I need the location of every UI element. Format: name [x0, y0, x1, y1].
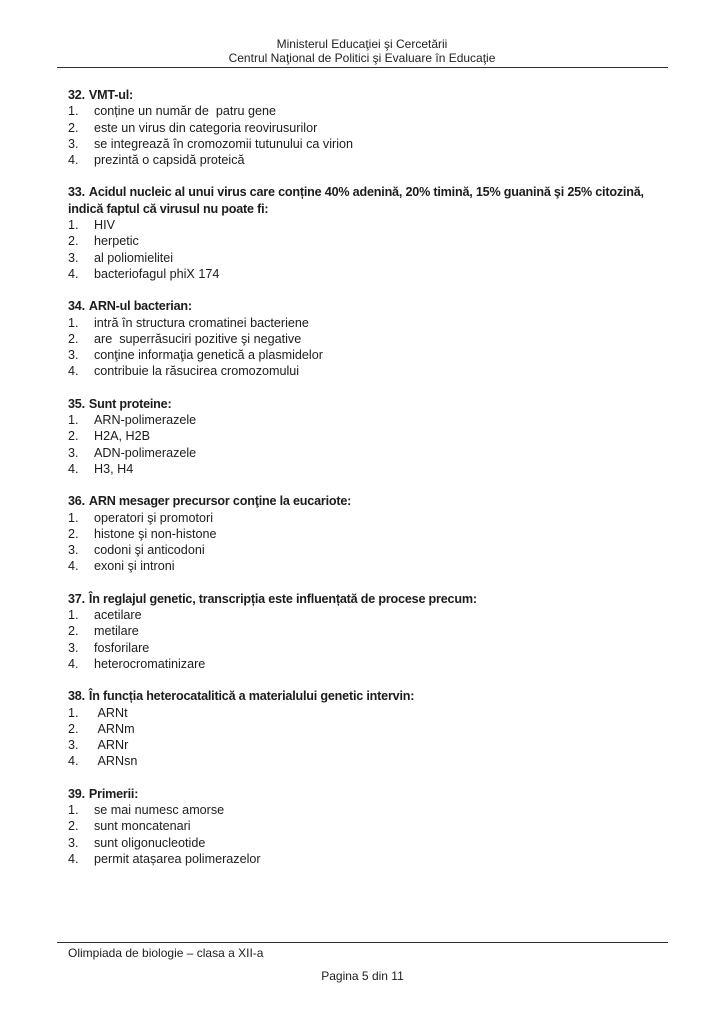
- option-number: 2.: [68, 819, 79, 834]
- question-number: 38.: [68, 689, 85, 704]
- option-number: 1.: [68, 218, 79, 233]
- answer-option: [68, 753, 668, 769]
- option-number: 1.: [68, 608, 79, 623]
- answer-option: [68, 217, 668, 233]
- answer-option: [68, 120, 668, 136]
- answer-option: [68, 266, 668, 282]
- option-text: al poliomielitei: [94, 250, 174, 265]
- question-number: 36.: [68, 494, 85, 509]
- question-title: [68, 298, 668, 314]
- answer-option: [68, 428, 668, 444]
- option-number: 3.: [68, 136, 79, 151]
- question-block: [68, 591, 668, 672]
- option-number: 4.: [68, 851, 79, 866]
- option-text: H2A, H2B: [94, 429, 150, 444]
- option-text: operatori şi promotori: [94, 510, 213, 525]
- option-number: 2.: [68, 120, 79, 135]
- option-text: se mai numesc amorse: [94, 802, 225, 817]
- question-block: [68, 87, 668, 168]
- option-text: heterocromatinizare: [94, 656, 206, 671]
- answer-option: [68, 623, 668, 639]
- option-text: permit atașarea polimerazelor: [94, 851, 261, 866]
- question-number: 33.: [68, 185, 85, 200]
- option-number: 3.: [68, 738, 79, 753]
- question-text: În funcția heterocatalitică a materialului genetic intervin:: [88, 689, 415, 704]
- answer-option: [68, 705, 668, 721]
- option-text: exoni şi introni: [94, 559, 175, 574]
- option-text: ARNr: [94, 738, 129, 753]
- option-text: intră în structura cromatinei bacteriene: [94, 315, 309, 330]
- question-options: [68, 217, 668, 282]
- option-text: ARNsn: [94, 754, 138, 769]
- option-text: bacteriofagul phiX 174: [94, 266, 220, 281]
- answer-option: [68, 347, 668, 363]
- option-number: 4.: [68, 656, 79, 671]
- option-text: are superrăsuciri pozitive şi negative: [94, 331, 302, 346]
- option-number: 1.: [68, 705, 79, 720]
- option-text: HIV: [94, 218, 115, 233]
- answer-option: [68, 558, 668, 574]
- option-text: metilare: [94, 624, 139, 639]
- option-number: 1.: [68, 413, 79, 428]
- question-text: ARN mesager precursor conţine la eucariote:: [88, 494, 352, 509]
- question-text: ARN-ul bacterian:: [88, 299, 192, 314]
- question-number: 34.: [68, 299, 85, 314]
- question-title: [68, 591, 668, 607]
- header-line-ministry: Ministerul Educaţiei şi Cercetării: [276, 37, 448, 51]
- answer-option: [68, 233, 668, 249]
- question-block: [68, 493, 668, 574]
- option-text: sunt oligonucleotide: [94, 835, 206, 850]
- option-text: este un virus din categoria reovirusurilor: [94, 120, 318, 135]
- question-text: VMT-ul:: [88, 88, 133, 102]
- option-number: 2.: [68, 331, 79, 346]
- option-number: 1.: [68, 510, 79, 525]
- option-number: 2.: [68, 624, 79, 639]
- option-number: 4.: [68, 153, 79, 168]
- option-text: se integrează în cromozomii tutunului ca virion: [94, 136, 353, 151]
- option-text: acetilare: [94, 608, 142, 623]
- answer-option: [68, 412, 668, 428]
- question-options: [68, 315, 668, 380]
- answer-option: [68, 640, 668, 656]
- question-text: Sunt proteine:: [88, 396, 172, 411]
- question-block: [68, 184, 668, 282]
- questions-container: [68, 87, 668, 867]
- answer-option: [68, 315, 668, 331]
- header-divider: [57, 67, 668, 68]
- option-text: H3, H4: [94, 461, 134, 476]
- answer-option: [68, 721, 668, 737]
- option-number: 2.: [68, 429, 79, 444]
- question-block: [68, 688, 668, 769]
- question-title: [68, 688, 668, 704]
- option-number: 2.: [68, 721, 79, 736]
- document-footer: [57, 942, 668, 983]
- answer-option: [68, 802, 668, 818]
- question-number: 35.: [68, 396, 85, 411]
- question-number: 37.: [68, 591, 85, 606]
- answer-option: [68, 103, 668, 119]
- footer-title: Olimpiada de biologie – clasa a XII-a: [68, 946, 264, 960]
- question-title: [68, 87, 668, 103]
- answer-option: [68, 526, 668, 542]
- option-number: 4.: [68, 461, 79, 476]
- answer-option: [68, 737, 668, 753]
- answer-option: [68, 152, 668, 168]
- answer-option: [68, 510, 668, 526]
- question-options: [68, 607, 668, 672]
- option-number: 1.: [68, 315, 79, 330]
- option-number: 4.: [68, 266, 79, 281]
- option-text: contribuie la răsucirea cromozomului: [94, 364, 300, 379]
- option-text: sunt moncatenari: [94, 819, 191, 834]
- option-text: ARNt: [94, 705, 128, 720]
- question-block: [68, 396, 668, 477]
- option-text: ADN-polimerazele: [94, 445, 197, 460]
- question-title: [68, 184, 668, 217]
- option-number: 1.: [68, 104, 79, 119]
- question-number: 39.: [68, 786, 85, 801]
- question-number: 32.: [68, 88, 85, 102]
- question-title: [68, 396, 668, 412]
- header-line-center: Centrul Naţional de Politici şi Evaluare în Educaţie: [228, 50, 496, 65]
- option-number: 4.: [68, 559, 79, 574]
- answer-option: [68, 250, 668, 266]
- option-number: 2.: [68, 234, 79, 249]
- question-options: [68, 412, 668, 477]
- option-number: 3.: [68, 348, 79, 363]
- answer-option: [68, 136, 668, 152]
- answer-option: [68, 461, 668, 477]
- option-text: histone şi non-histone: [94, 526, 217, 541]
- answer-option: [68, 542, 668, 558]
- option-number: 2.: [68, 526, 79, 541]
- document-header: [0, 0, 724, 65]
- option-number: 4.: [68, 754, 79, 769]
- answer-option: [68, 656, 668, 672]
- answer-option: [68, 363, 668, 379]
- question-block: [68, 786, 668, 867]
- answer-option: [68, 818, 668, 834]
- option-text: conţine informaţia genetică a plasmidelor: [94, 348, 323, 363]
- option-text: codoni şi anticodoni: [94, 543, 205, 558]
- question-options: [68, 103, 668, 168]
- question-options: [68, 705, 668, 770]
- answer-option: [68, 607, 668, 623]
- option-number: 4.: [68, 364, 79, 379]
- option-text: herpetic: [94, 234, 139, 249]
- option-text: fosforilare: [94, 640, 150, 655]
- question-text: Primerii:: [88, 786, 139, 801]
- answer-option: [68, 331, 668, 347]
- answer-option: [68, 445, 668, 461]
- option-number: 3.: [68, 445, 79, 460]
- question-block: [68, 298, 668, 379]
- option-text: ARN-polimerazele: [94, 413, 197, 428]
- question-options: [68, 802, 668, 867]
- question-text: Acidul nucleic al unui virus care conține 40% adenină, 20% timină, 15% guanină şi 25% citozină, indică faptul că virusul nu poate fi:: [68, 185, 644, 216]
- answer-option: [68, 851, 668, 867]
- question-text: În reglajul genetic, transcripția este influențată de procese precum:: [88, 591, 477, 606]
- option-text: ARNm: [94, 721, 135, 736]
- question-options: [68, 510, 668, 575]
- page-number: Pagina 5 din 11: [321, 969, 404, 983]
- question-title: [68, 493, 668, 509]
- answer-option: [68, 835, 668, 851]
- option-number: 1.: [68, 802, 79, 817]
- question-title: [68, 786, 668, 802]
- option-number: 3.: [68, 543, 79, 558]
- option-text: prezintă o capsidă proteică: [94, 153, 245, 168]
- option-text: conține un număr de patru gene: [94, 104, 277, 119]
- option-number: 3.: [68, 640, 79, 655]
- option-number: 3.: [68, 835, 79, 850]
- option-number: 3.: [68, 250, 79, 265]
